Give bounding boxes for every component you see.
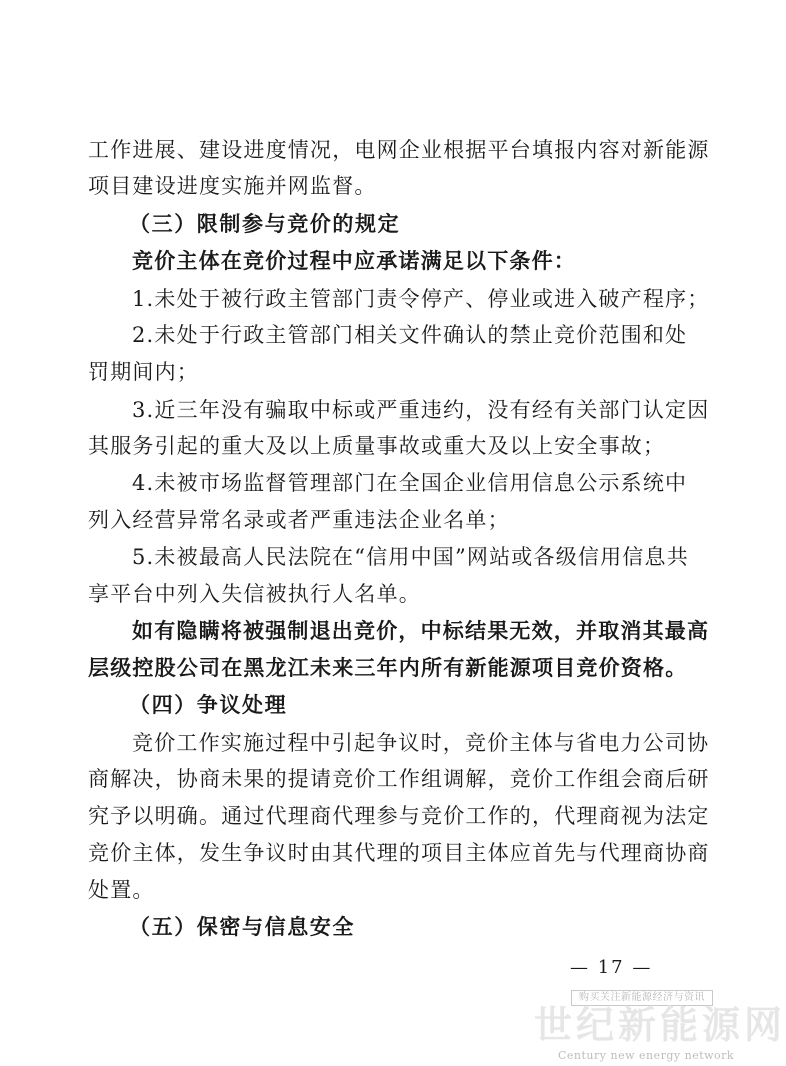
list-item-5-cont: 享平台中列入失信被执行人名单。 (88, 582, 421, 606)
list-item-2-cont: 罚期间内； (88, 360, 199, 384)
paragraph-line: 工作进展、建设进度情况，电网企业根据平台填报内容对新能源 (88, 138, 710, 162)
page-number: — 17 — (570, 957, 653, 978)
list-item-4: 4.未被市场监督管理部门在全国企业信用信息公示系统中 (132, 471, 688, 495)
paragraph-line: 竞价主体，发生争议时由其代理的项目主体应首先与代理商协商 (88, 841, 710, 865)
section-heading-dispute: （四）争议处理 (129, 692, 288, 717)
paragraph-line: 项目建设进度实施并网监督。 (88, 174, 377, 198)
section-heading-confidentiality: （五）保密与信息安全 (129, 914, 355, 939)
paragraph-line: 究予以明确。通过代理商代理参与竞价工作的，代理商视为法定 (88, 804, 710, 828)
list-item-4-cont: 列入经营异常名录或者严重违法企业名单； (88, 508, 510, 532)
paragraph-line-bold: 层级控股公司在黑龙江未来三年内所有新能源项目竞价资格。 (88, 655, 688, 680)
paragraph-line-bold: 如有隐瞒将被强制退出竞价，中标结果无效，并取消其最高 (132, 618, 710, 643)
section-heading-restrictions: （三）限制参与竞价的规定 (129, 211, 401, 236)
watermark-logo: 世纪新能源网 (534, 1003, 786, 1047)
watermark-tag: 购买关注新能源经济与资讯 (571, 990, 713, 1006)
list-item-2: 2.未处于行政主管部门相关文件确认的禁止竞价范围和处 (132, 323, 688, 347)
paragraph-line-bold: 竞价主体在竞价过程中应承诺满足以下条件： (132, 248, 576, 273)
list-item-3-cont: 其服务引起的重大及以上质量事故或重大及以上安全事故； (88, 434, 666, 458)
paragraph-line: 商解决，协商未果的提请竞价工作组调解，竞价工作组会商后研 (88, 767, 710, 791)
list-item-1: 1.未处于被行政主管部门责令停产、停业或进入破产程序； (132, 287, 710, 311)
watermark-subtitle: Century new energy network (558, 1049, 735, 1062)
paragraph-line: 竞价工作实施过程中引起争议时，竞价主体与省电力公司协 (132, 731, 710, 755)
list-item-3: 3.近三年没有骗取中标或严重违约，没有经有关部门认定因 (132, 398, 710, 422)
paragraph-line: 处置。 (88, 878, 155, 902)
list-item-5: 5.未被最高人民法院在“信用中国”网站或各级信用信息共 (132, 545, 689, 569)
